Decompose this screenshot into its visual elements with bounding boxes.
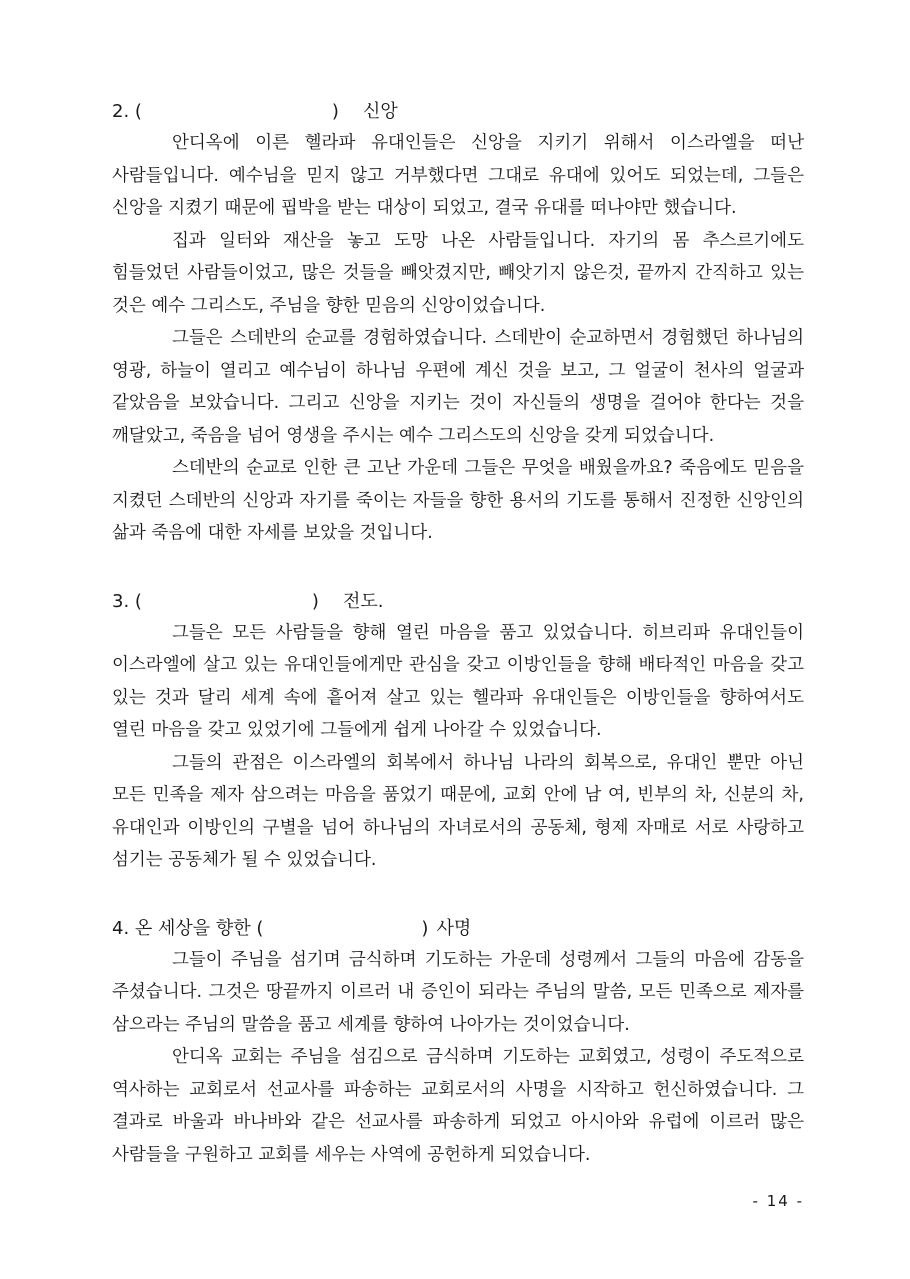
paragraph: 안디옥 교회는 주님을 섬김으로 금식하며 기도하는 교회였고, 성령이 주도적으로 역사하는 교회로서 선교사를 파송하는 교회로서의 사명을 시작하고 헌신하였습니다. 그 결과로 바울과 바나바와 같은 선교사를 파송하게 되었고 아시아와 유럽에 이르러 많은 사람들을 구원하고 교회를 세우는 사역에 공헌하게 되었습니다. [112,1047,804,1165]
section-3 [112,586,804,877]
section-number: 3. ( [112,590,142,612]
section-2 [112,96,804,550]
section-number: 4. 온 세상을 향한 ( [112,917,264,939]
blank-close: ) [421,917,429,939]
paragraph: 그들은 모든 사람들을 향해 열린 마음을 품고 있었습니다. 히브리파 유대인들이 이스라엘에 살고 있는 유대인들에게만 관심을 갖고 이방인들을 향해 배타적인 마음을 갖고 있는 것과 달리 세계 속에 흩어져 살고 있는 헬라파 유대인들은 이방인들을 향하여서도 열린 마음을 갖고 있었기에 그들에게 쉽게 나아갈 수 있었습니다. [112,622,804,740]
paragraph: 그들의 관점은 이스라엘의 회복에서 하나님 나라의 회복으로, 유대인 뿐만 아닌 모든 민족을 제자 삼으려는 마음을 품었기 때문에, 교회 안에 남 여, 빈부의 차, 신분의 차, 유대인과 이방인의 구별을 넘어 하나님의 자녀로서의 공동체, 형제 자매로 서로 사랑하고 섬기는 공동체가 될 수 있었습니다. [112,752,804,870]
paragraph: 그들이 주님을 섬기며 금식하며 기도하는 가운데 성령께서 그들의 마음에 감동을 주셨습니다. 그것은 땅끝까지 이르러 내 증인이 되라는 주님의 말씀, 모든 민족으로 제자를 삼으라는 주님의 말씀을 품고 세계를 향하여 나아가는 것이었습니다. [112,949,804,1035]
section-heading [112,96,804,127]
blank-close: ) [331,101,339,122]
paragraph: 안디옥에 이른 헬라파 유대인들은 신앙을 지키기 위해서 이스라엘을 떠난 사람들입니다. 예수님을 믿지 않고 거부했다면 그대로 유대에 있어도 되었는데, 그들은 신앙을 지켰기 때문에 핍박을 받는 대상이 되었고, 결국 유대를 떠나야만 했습니다. [112,133,804,218]
section-number: 2. ( [112,101,142,122]
section-title-suffix: 전도. [342,590,384,612]
paragraph: 집과 일터와 재산을 놓고 도망 나온 사람들입니다. 자기의 몸 추스르기에도 힘들었던 사람들이었고, 많은 것들을 빼앗겼지만, 빼앗기지 않은것, 끝까지 간직하고 있는 것은 예수 그리스도, 주님을 향한 믿음의 신앙이었습니다. [112,230,804,316]
section-title-suffix: 신앙 [362,101,398,122]
section-heading [112,913,804,944]
page-number: - 14 - [752,1192,804,1210]
blank-close: ) [311,590,319,612]
section-title-suffix: 사명 [436,917,472,939]
section-heading [112,586,804,617]
paragraph: 스데반의 순교로 인한 큰 고난 가운데 그들은 무엇을 배웠을까요? 죽음에도 믿음을 지켰던 스데반의 신앙과 자기를 죽이는 자들을 향한 용서의 기도를 통해서 진정한 신앙인의 삶과 죽음에 대한 자세를 보았을 것입니다. [112,458,804,543]
paragraph: 그들은 스데반의 순교를 경험하였습니다. 스데반이 순교하면서 경험했던 하나님의 영광, 하늘이 열리고 예수님이 하나님 우편에 계신 것을 보고, 그 얼굴이 천사의 얼굴과 같았음을 보았습니다. 그리고 신앙을 지키는 것이 자신들의 생명을 걸어야 한다는 것을 깨달았고, 죽음을 넘어 영생을 주시는 예수 그리스도의 신앙을 갖게 되었습니다. [112,328,804,446]
section-4 [112,913,804,1172]
